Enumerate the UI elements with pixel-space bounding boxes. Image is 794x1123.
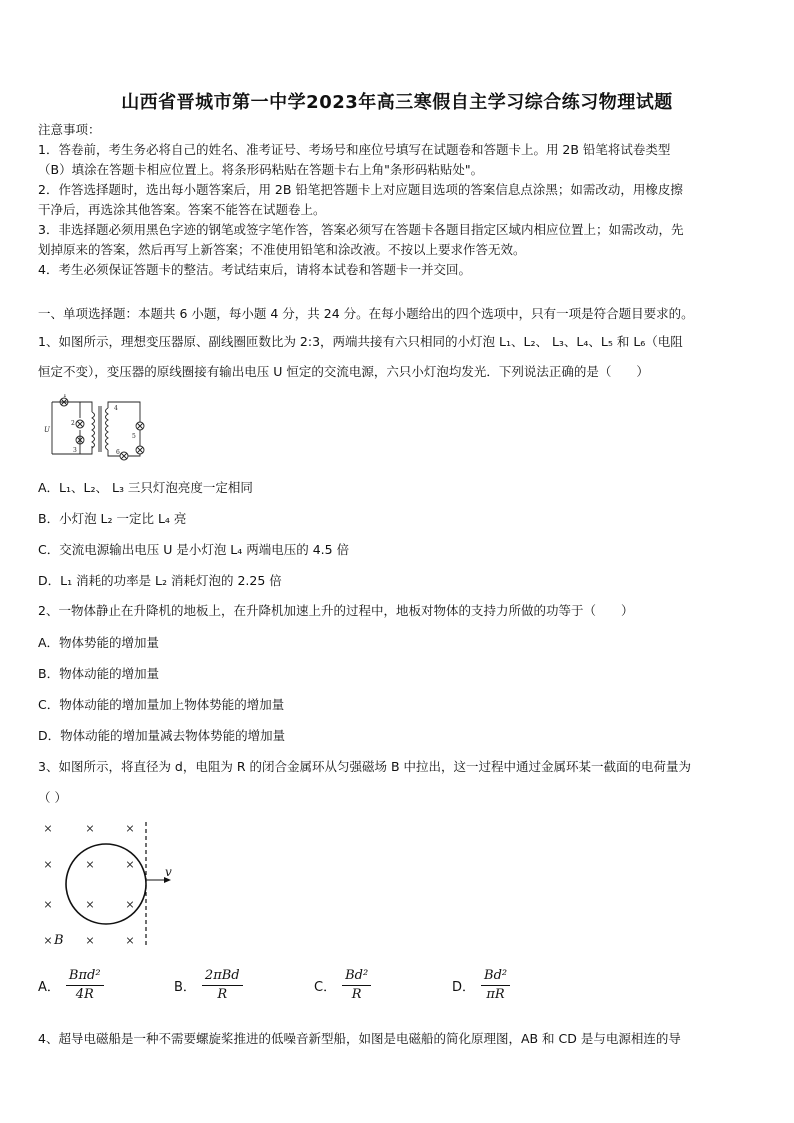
q3-option-b (174, 968, 243, 1003)
lamp-label-4: 4 (114, 405, 118, 412)
exam-title: 山西省晋城市第一中学2023年高三寒假自主学习综合练习物理试题 (121, 92, 673, 113)
notice-line: 4．考生必须保证答题卡的整洁。考试结束后，请将本试卷和答题卡一并交回。 (38, 262, 471, 277)
numerator: 2πBd (202, 968, 243, 986)
question-2-stem: 2、一物体静止在升降机的地板上，在升降机加速上升的过程中，地板对物体的支持力所做的功等于（ ） (38, 603, 634, 618)
question-3-stem-cont: （ ） (38, 790, 67, 805)
numerator: Bd² (481, 968, 510, 986)
lamp-label-5: 5 (132, 433, 136, 440)
field-cross: × (43, 822, 53, 835)
field-cross: × (43, 858, 53, 871)
denominator: πR (486, 987, 505, 1002)
notice-line: 3．非选择题必须用黑色字迹的钢笔或签字笔作答，答案必须写在答题卡各题目指定区域内相应位置上；如需改动，先 (38, 222, 684, 237)
fraction (481, 968, 510, 1003)
voltage-label: U (44, 426, 50, 434)
denominator: R (217, 987, 228, 1002)
lamp-label-3: 3 (73, 447, 77, 454)
numerator: Bπd² (66, 968, 104, 986)
q3-option-a (38, 968, 104, 1003)
question-4-stem: 4、超导电磁船是一种不需要螺旋桨推进的低噪音新型船，如图是电磁船的简化原理图，AB 和 CD 是与电源相连的导 (38, 1031, 681, 1046)
q3-option-d (452, 968, 510, 1003)
field-cross: × (85, 934, 95, 947)
notice-line: （B）填涂在答题卡相应位置上。将条形码粘贴在答题卡右上角"条形码粘贴处"。 (38, 162, 484, 177)
option-letter: D． (452, 980, 476, 995)
field-cross: × (85, 898, 95, 911)
fraction (66, 968, 104, 1003)
velocity-label: v (165, 865, 172, 879)
q1-option-d: D．L₁ 消耗的功率是 L₂ 消耗灯泡的 2.25 倍 (38, 573, 282, 588)
question-3-stem: 3、如图所示，将直径为 d，电阻为 R 的闭合金属环从匀强磁场 B 中拉出，这一过程中通过金属环某一截面的电荷量为 (38, 759, 692, 774)
field-cross: × (85, 822, 95, 835)
question-1-stem-cont: 恒定不变），变压器的原线圈接有输出电压 U 恒定的交流电源，六只小灯泡均发光．下列说法正确的是（ ） (38, 364, 649, 379)
transformer-circuit-figure (44, 394, 148, 462)
field-cross: × (125, 934, 135, 947)
field-cross: × (43, 934, 53, 947)
q2-option-b: B．物体动能的增加量 (38, 666, 160, 681)
field-cross: × (125, 858, 135, 871)
option-letter: C． (314, 980, 337, 995)
metal-ring (66, 844, 146, 924)
option-letter: A． (38, 980, 60, 995)
q1-option-b: B．小灯泡 L₂ 一定比 L₄ 亮 (38, 511, 187, 526)
notice-heading: 注意事项： (38, 122, 101, 137)
field-cross: × (125, 822, 135, 835)
numerator: Bd² (342, 968, 371, 986)
field-cross: × (85, 858, 95, 871)
lamp-label-6: 6 (116, 449, 120, 456)
q2-option-d: D．物体动能的增加量减去物体势能的增加量 (38, 728, 286, 743)
section-heading: 一、单项选择题：本题共 6 小题，每小题 4 分，共 24 分。在每小题给出的四个选项中，只有一项是符合题目要求的。 (38, 306, 694, 321)
option-letter: B． (174, 980, 196, 995)
notice-line: 划掉原来的答案，然后再写上新答案；不准使用铅笔和涂改液。不按以上要求作答无效。 (38, 242, 526, 257)
magnetic-field-ring-figure (38, 818, 188, 950)
lamp-label-2: 2 (71, 420, 75, 427)
fraction (202, 968, 243, 1003)
denominator: R (351, 987, 362, 1002)
q3-option-c (314, 968, 371, 1003)
q1-option-c: C．交流电源输出电压 U 是小灯泡 L₄ 两端电压的 4.5 倍 (38, 542, 350, 557)
field-cross: × (43, 898, 53, 911)
field-cross: × (125, 898, 135, 911)
notice-line: 2．作答选择题时，选出每小题答案后，用 2B 铅笔把答题卡上对应题目选项的答案信息点涂黑；如需改动，用橡皮擦 (38, 182, 683, 197)
q2-option-a: A．物体势能的增加量 (38, 635, 160, 650)
question-1-stem: 1、如图所示，理想变压器原、副线圈匝数比为 2:3，两端共接有六只相同的小灯泡 L₁、L₂、 L₃、L₄、L₅ 和 L₆（电阻 (38, 334, 683, 349)
notice-line: 干净后，再选涂其他答案。答案不能答在试题卷上。 (38, 202, 326, 217)
lamp-label-1: 1 (63, 394, 67, 399)
q1-option-a: A．L₁、L₂、 L₃ 三只灯泡亮度一定相同 (38, 480, 253, 495)
denominator: 4R (75, 987, 94, 1002)
q3-options (38, 968, 758, 1012)
field-label: B (54, 933, 64, 948)
fraction (342, 968, 371, 1003)
notice-line: 1．答卷前，考生务必将自己的姓名、准考证号、考场号和座位号填写在试题卷和答题卡上。用 2B 铅笔将试卷类型 (38, 142, 671, 157)
q2-option-c: C．物体动能的增加量加上物体势能的增加量 (38, 697, 285, 712)
